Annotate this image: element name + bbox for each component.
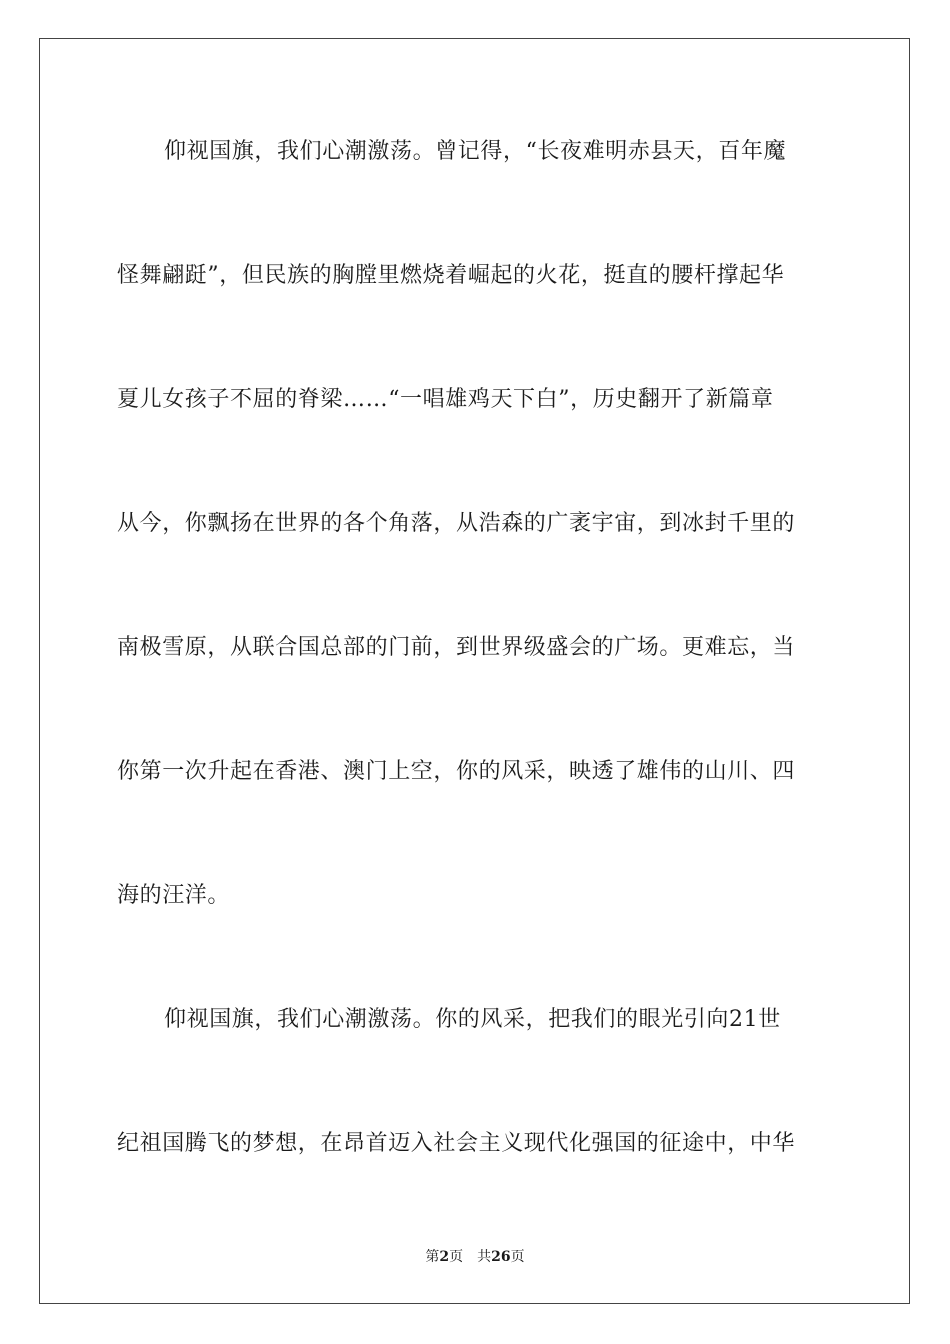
paragraph-1-line-4: 从今，你飘扬在世界的各个角落，从浩森的广袤宇宙，到冰封千里的 xyxy=(117,511,796,536)
page-footer xyxy=(0,1247,950,1267)
total-suffix: 页 xyxy=(510,1249,525,1265)
page-number: 2 xyxy=(439,1249,450,1265)
paragraph-2-line-2: 纪祖国腾飞的梦想，在昂首迈入社会主义现代化强国的征途中，中华 xyxy=(117,1131,796,1156)
paragraph-1-line-7: 海的汪洋。 xyxy=(117,883,231,908)
page-border xyxy=(39,38,910,1304)
paragraph-1-line-6: 你第一次升起在香港、澳门上空，你的风采，映透了雄伟的山川、四 xyxy=(117,759,796,784)
paragraph-2-line-1: 仰视国旗，我们心潮激荡。你的风采，把我们的眼光引向21世 xyxy=(164,1007,781,1032)
total-pages: 26 xyxy=(491,1249,511,1265)
total-prefix: 共 xyxy=(477,1249,492,1265)
paragraph-1-line-2: 怪舞翩跹”，但民族的胸膛里燃烧着崛起的火花，挺直的腰杆撑起华 xyxy=(117,263,785,288)
page-suffix: 页 xyxy=(449,1249,464,1265)
paragraph-1-line-5: 南极雪原，从联合国总部的门前，到世界级盛会的广场。更难忘，当 xyxy=(117,635,796,660)
paragraph-1-line-1: 仰视国旗，我们心潮激荡。曾记得，“长夜难明赤县天，百年魔 xyxy=(164,139,787,164)
paragraph-1-line-3: 夏儿女孩子不屈的脊梁……“一唱雄鸡天下白”，历史翻开了新篇章 xyxy=(117,387,774,412)
page-prefix: 第 xyxy=(425,1249,440,1265)
